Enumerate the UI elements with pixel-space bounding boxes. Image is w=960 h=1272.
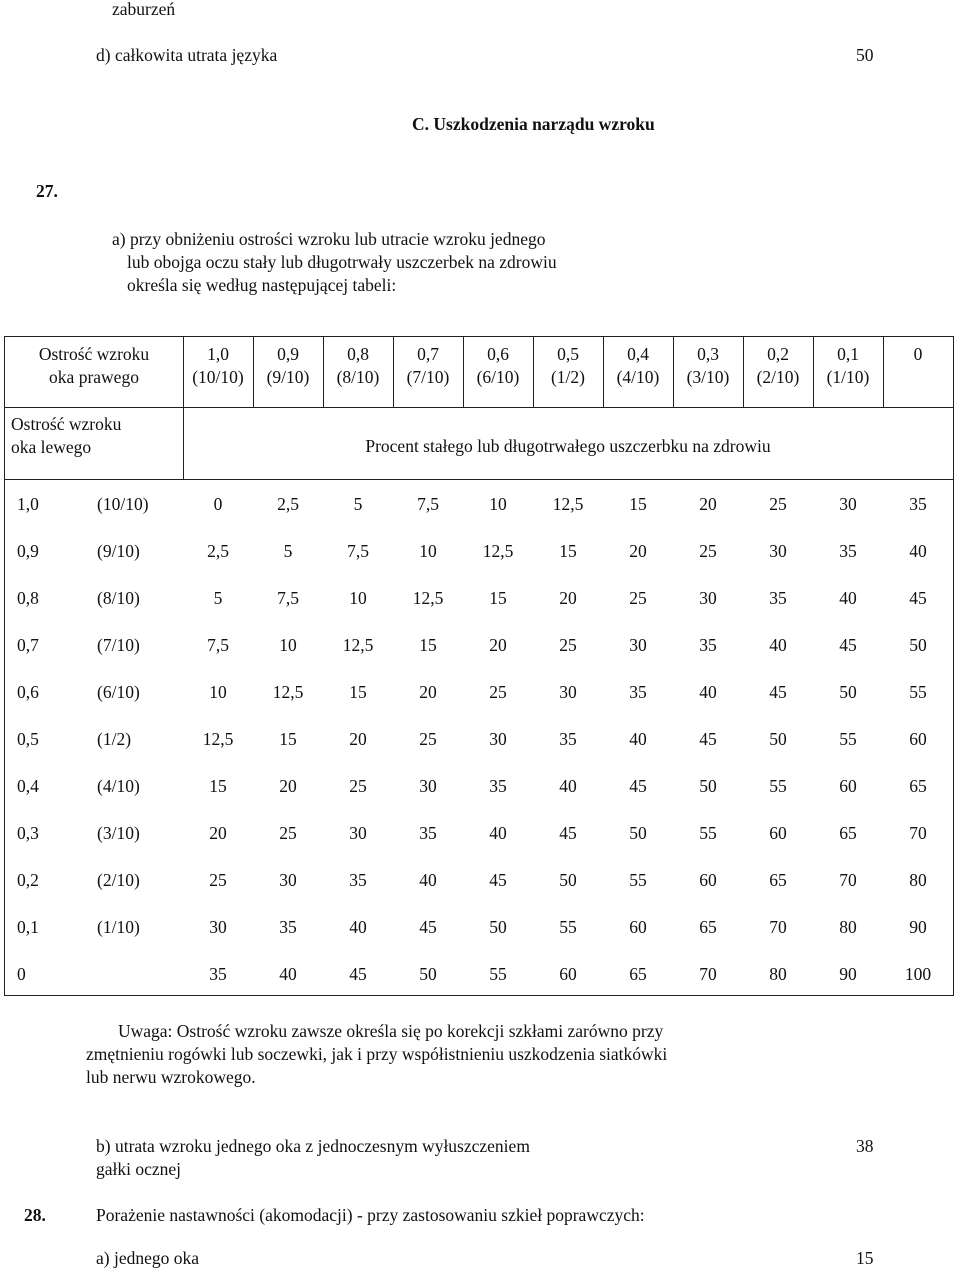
row-fraction: (7/10) [97,635,140,655]
table-cell: 60 [909,729,927,749]
table-cell: 30 [279,870,297,890]
table-cell: 50 [489,917,507,937]
table-cell: 12,5 [482,541,514,561]
table-cell: 7,5 [347,541,369,561]
table-cell: 15 [349,682,367,702]
table-cell: 90 [839,964,857,984]
acuity-table [4,336,954,996]
table-cell: 10 [349,588,367,608]
table-cell: 2,5 [277,494,299,514]
table-cell: 35 [699,635,717,655]
row-acuity: 0 [17,964,26,984]
row-acuity: 0,7 [17,635,39,655]
table-cell: 50 [699,776,717,796]
table-cell: 80 [839,917,857,937]
col-header-0-9: 0,9 (9/10) [266,344,310,387]
table-cell: 45 [489,870,507,890]
right-eye-label: Ostrość wzroku oka prawego [38,344,150,387]
table-cell: 50 [769,729,787,749]
table-cell: 40 [909,541,927,561]
table-cell: 20 [279,776,297,796]
col-header-0-4: 0,4 (4/10) [616,344,660,387]
row-fraction: (2/10) [97,870,140,890]
table-cell: 45 [419,917,437,937]
row-acuity: 0,1 [17,917,39,937]
table-cell: 45 [909,588,927,608]
table-cell: 15 [209,776,227,796]
item-d-value: 50 [856,45,874,65]
col-header-0: 0 [913,344,923,364]
table-hline [5,407,953,408]
table-cell: 40 [699,682,717,702]
table-cell: 15 [279,729,297,749]
table-cell: 35 [419,823,437,843]
item-27-number: 27. [36,181,58,201]
table-cell: 12,5 [552,494,584,514]
table-cell: 2,5 [207,541,229,561]
table-cell: 10 [419,541,437,561]
table-cell: 30 [349,823,367,843]
table-cell: 30 [559,682,577,702]
table-cell: 65 [699,917,717,937]
row-acuity: 0,9 [17,541,39,561]
table-cell: 35 [909,494,927,514]
table-cell: 45 [559,823,577,843]
row-fraction: (9/10) [97,541,140,561]
table-cell: 40 [489,823,507,843]
table-cell: 50 [839,682,857,702]
section-title: C. Uszkodzenia narządu wzroku [412,114,655,134]
table-cell: 25 [559,635,577,655]
table-cell: 25 [489,682,507,702]
table-cell: 30 [699,588,717,608]
item-28-number: 28. [24,1205,46,1225]
item-b-line-1: b) utrata wzroku jednego oka z jednoczesnym wyłuszczeniem [96,1136,530,1156]
row-acuity: 0,4 [17,776,39,796]
table-cell: 12,5 [412,588,444,608]
col-header-1-0: 1,0 (10/10) [192,344,244,387]
row-fraction: (8/10) [97,588,140,608]
table-cell: 60 [839,776,857,796]
table-cell: 15 [419,635,437,655]
table-cell: 20 [489,635,507,655]
table-cell: 35 [209,964,227,984]
col-header-0-1: 0,1 (1/10) [826,344,870,387]
table-cell: 70 [909,823,927,843]
item-28a-label: a) jednego oka [96,1248,200,1268]
table-cell: 7,5 [277,588,299,608]
table-cell: 30 [489,729,507,749]
item-27-intro-line-2: lub obojga oczu stały lub długotrwały uszczerbek na zdrowiu [127,252,557,272]
table-cell: 35 [769,588,787,608]
table-cell: 45 [629,776,647,796]
table-cell: 10 [279,635,297,655]
row-fraction: (4/10) [97,776,140,796]
col-header-0-3: 0,3 (3/10) [686,344,730,387]
col-header-0-5: 0,5 (1/2) [550,344,586,387]
table-cell: 55 [559,917,577,937]
table-cell: 15 [629,494,647,514]
col-header-0-7: 0,7 (7/10) [406,344,450,387]
left-eye-label: Ostrość wzroku oka lewego [11,414,122,457]
row-fraction: (1/10) [97,917,140,937]
table-cell: 50 [419,964,437,984]
table-cell: 40 [769,635,787,655]
table-cell: 65 [769,870,787,890]
table-cell: 45 [769,682,787,702]
table-cell: 0 [213,494,223,514]
item-27-intro-line-1: a) przy obniżeniu ostrości wzroku lub utracie wzroku jednego [112,229,546,249]
table-cell: 25 [769,494,787,514]
row-fraction: (10/10) [97,494,149,514]
table-cell: 35 [559,729,577,749]
table-cell: 70 [839,870,857,890]
table-cell: 45 [839,635,857,655]
table-cell: 55 [629,870,647,890]
table-cell: 55 [699,823,717,843]
row-fraction: (6/10) [97,682,140,702]
table-cell: 80 [909,870,927,890]
table-cell: 30 [839,494,857,514]
item-d-label: d) całkowita utrata języka [96,45,278,65]
table-cell: 60 [559,964,577,984]
table-cell: 25 [419,729,437,749]
row-fraction: (3/10) [97,823,140,843]
table-cell: 55 [909,682,927,702]
table-cell: 5 [213,588,223,608]
table-cell: 30 [209,917,227,937]
table-cell: 65 [909,776,927,796]
table-cell: 60 [629,917,647,937]
table-cell: 25 [279,823,297,843]
table-cell: 30 [419,776,437,796]
table-cell: 7,5 [207,635,229,655]
table-cell: 90 [909,917,927,937]
table-cell: 65 [839,823,857,843]
table-cell: 25 [349,776,367,796]
span-caption: Procent stałego lub długotrwałego uszczerbku na zdrowiu [365,436,771,456]
table-cell: 10 [209,682,227,702]
table-cell: 12,5 [342,635,374,655]
row-acuity: 0,2 [17,870,39,890]
table-cell: 25 [209,870,227,890]
table-cell: 55 [839,729,857,749]
table-cell: 25 [629,588,647,608]
table-cell: 7,5 [417,494,439,514]
row-fraction: (1/2) [97,729,132,749]
row-acuity: 0,3 [17,823,39,843]
table-cell: 5 [283,541,293,561]
table-cell: 50 [909,635,927,655]
table-cell: 70 [769,917,787,937]
item-28a-value: 15 [856,1248,874,1268]
table-cell: 20 [419,682,437,702]
table-cell: 35 [839,541,857,561]
table-cell: 15 [559,541,577,561]
table-cell: 40 [559,776,577,796]
table-cell: 15 [489,588,507,608]
row-acuity: 0,5 [17,729,39,749]
table-cell: 70 [699,964,717,984]
table-cell: 40 [629,729,647,749]
col-header-0-8: 0,8 (8/10) [336,344,380,387]
table-cell: 80 [769,964,787,984]
table-cell: 60 [769,823,787,843]
table-cell: 20 [629,541,647,561]
table-cell: 20 [699,494,717,514]
table-cell: 12,5 [202,729,234,749]
top-fragment: zaburzeń [112,0,176,19]
table-cell: 55 [769,776,787,796]
note-line-2: zmętnieniu rogówki lub soczewki, jak i przy współistnieniu uszkodzenia siatkówki [86,1044,668,1064]
table-cell: 40 [279,964,297,984]
table-cell: 55 [489,964,507,984]
table-cell: 20 [209,823,227,843]
table-cell: 10 [489,494,507,514]
item-28-text: Porażenie nastawności (akomodacji) - przy zastosowaniu szkieł poprawczych: [96,1205,645,1225]
item-27-intro-line-3: określa się według następującej tabeli: [127,275,397,295]
table-hline [5,479,953,480]
table-cell: 35 [279,917,297,937]
table-cell: 35 [489,776,507,796]
table-cell: 100 [904,964,932,984]
table-cell: 30 [769,541,787,561]
table-cell: 5 [353,494,363,514]
table-cell: 40 [839,588,857,608]
table-cell: 20 [559,588,577,608]
row-acuity: 1,0 [17,494,39,514]
col-header-0-6: 0,6 (6/10) [476,344,520,387]
table-cell: 25 [699,541,717,561]
row-acuity: 0,8 [17,588,39,608]
table-cell: 12,5 [272,682,304,702]
table-cell: 45 [699,729,717,749]
table-cell: 40 [419,870,437,890]
item-b-line-2: gałki ocznej [96,1159,182,1179]
table-cell: 45 [349,964,367,984]
table-cell: 65 [629,964,647,984]
table-cell: 50 [559,870,577,890]
table-cell: 20 [349,729,367,749]
row-acuity: 0,6 [17,682,39,702]
note-line-1: Uwaga: Ostrość wzroku zawsze określa się po korekcji szkłami zarówno przy [118,1021,664,1041]
table-cell: 50 [629,823,647,843]
table-cell: 60 [699,870,717,890]
table-cell: 30 [629,635,647,655]
col-header-0-2: 0,2 (2/10) [756,344,800,387]
table-cell: 35 [629,682,647,702]
item-b-value: 38 [856,1136,874,1156]
table-cell: 40 [349,917,367,937]
table-cell: 35 [349,870,367,890]
note-line-3: lub nerwu wzrokowego. [86,1067,256,1087]
